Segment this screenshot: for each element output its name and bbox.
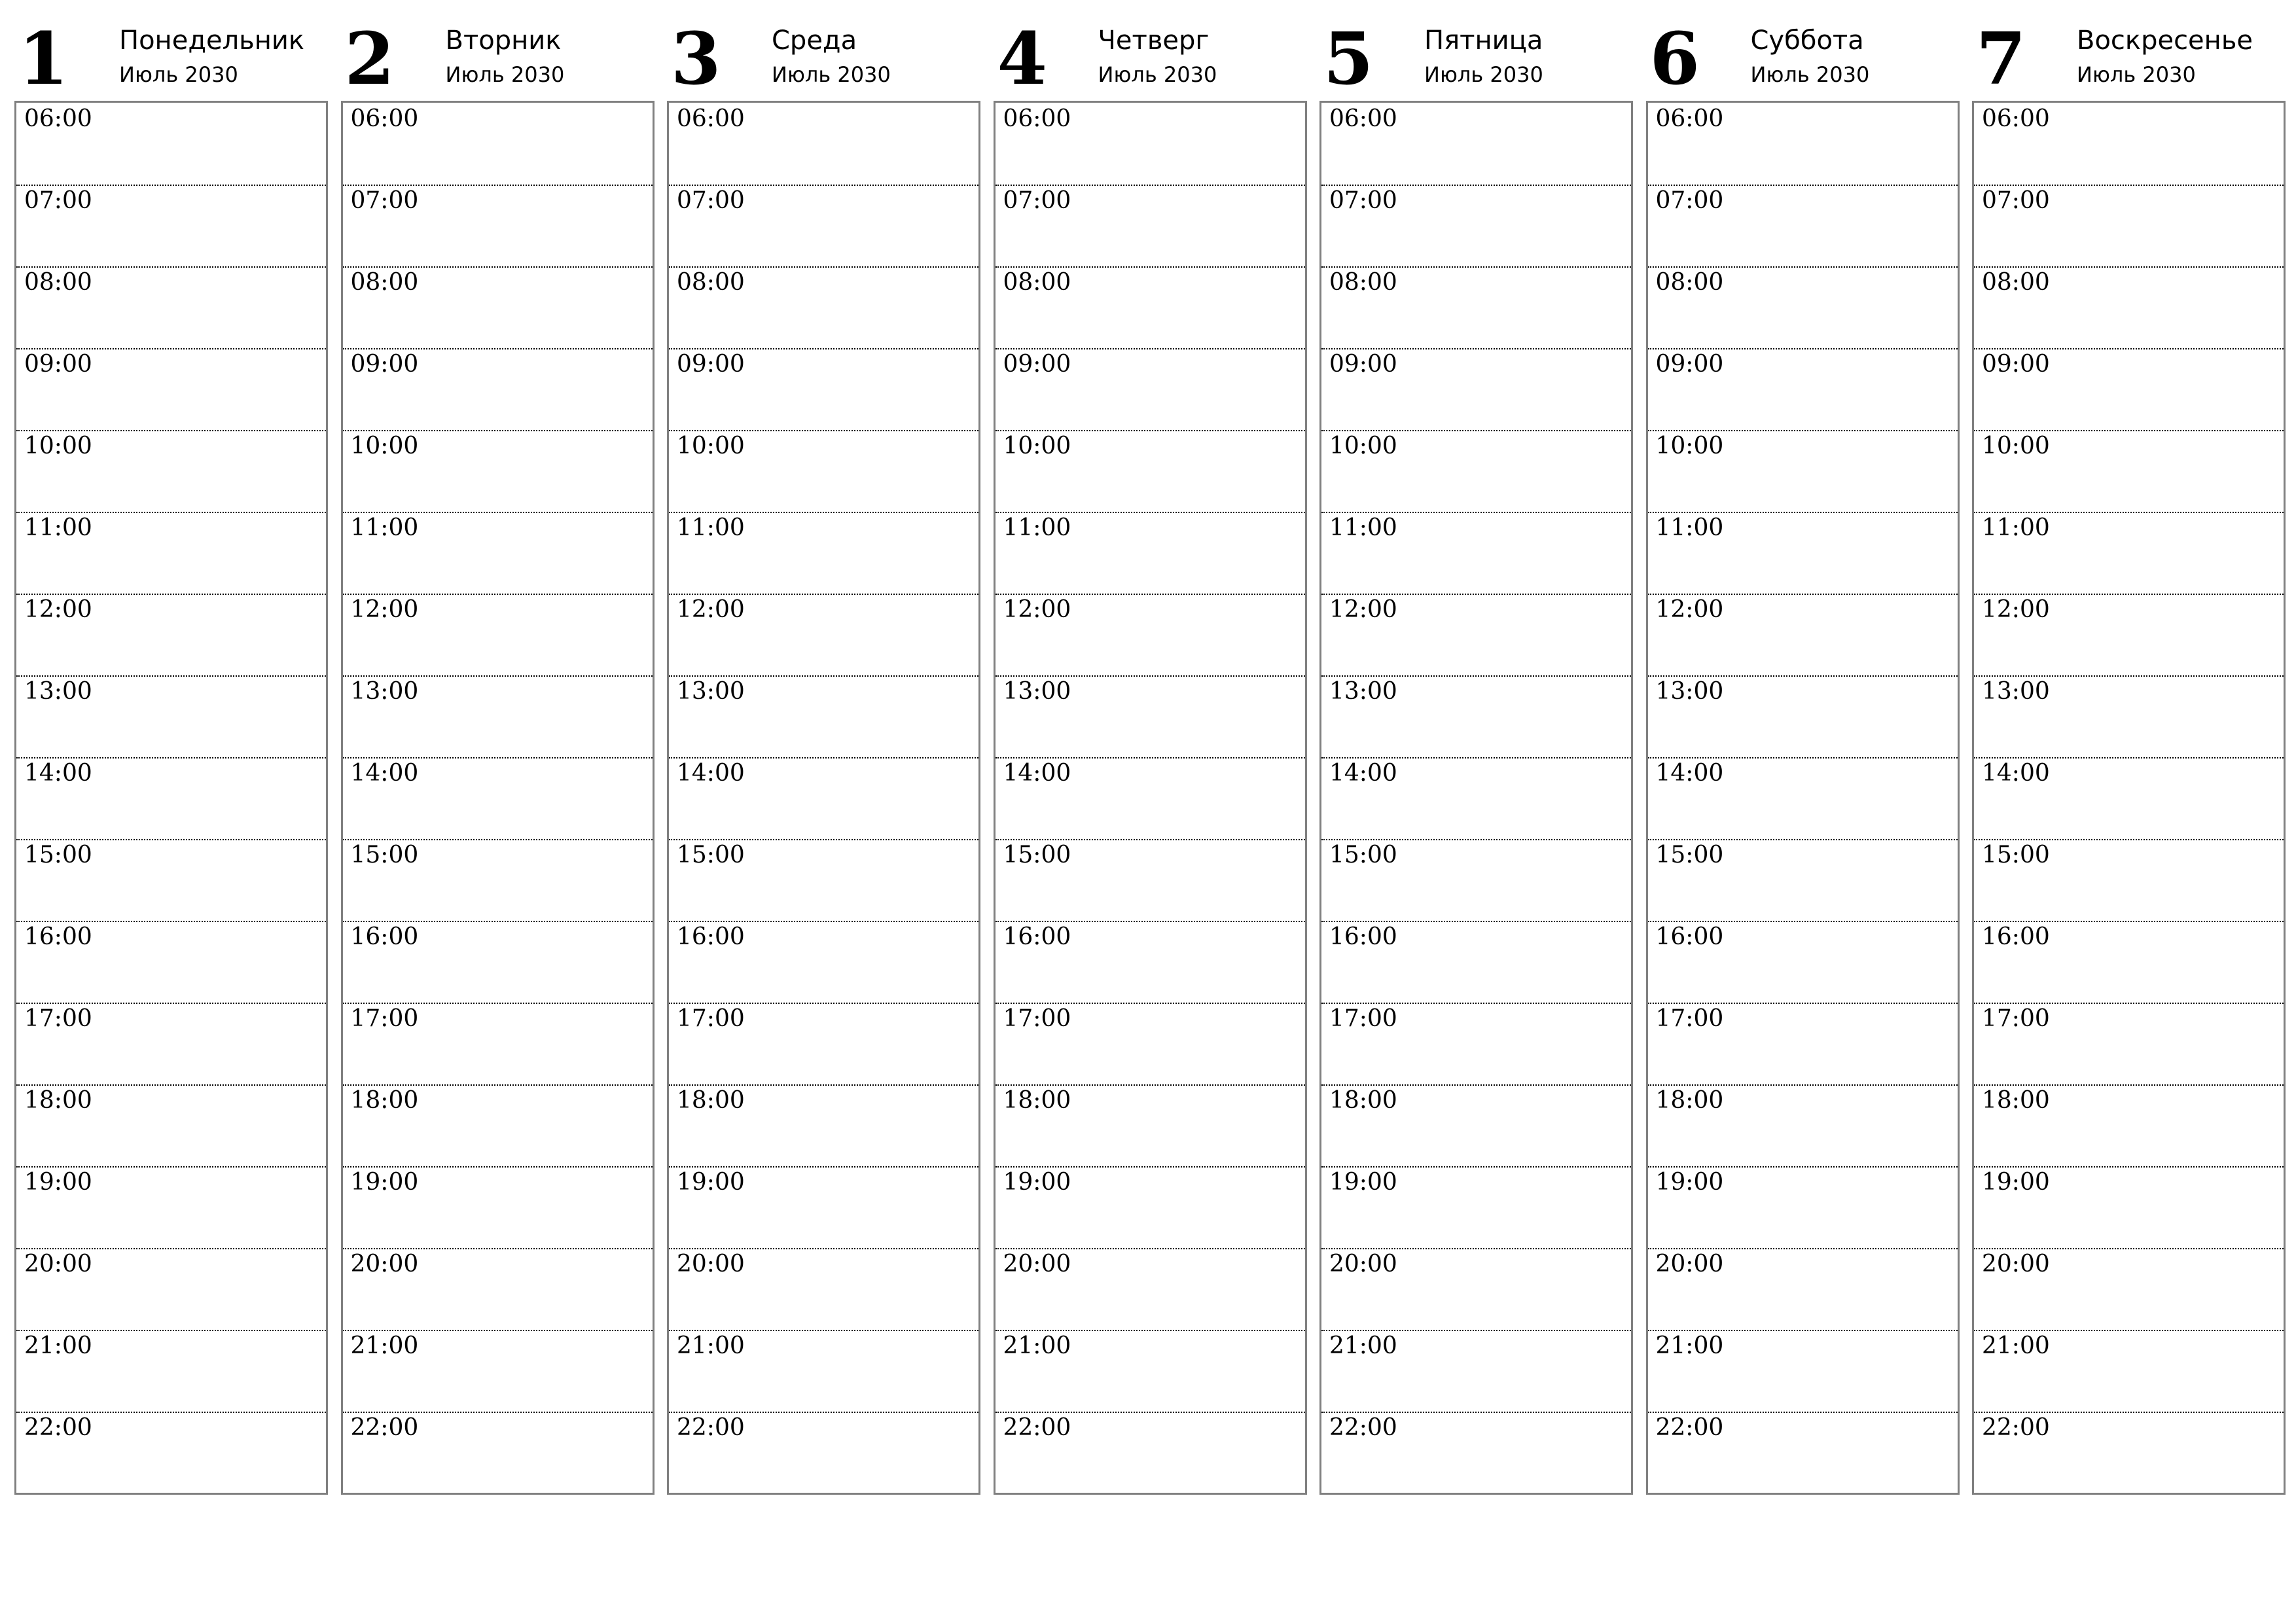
time-label: 10:00	[677, 433, 745, 459]
time-slot[interactable]	[669, 1330, 978, 1413]
time-slot[interactable]	[16, 103, 326, 186]
time-label: 15:00	[677, 842, 745, 868]
time-label: 09:00	[24, 351, 92, 378]
time-label: 08:00	[1982, 269, 2050, 296]
time-label: 20:00	[24, 1251, 92, 1277]
time-label: 13:00	[350, 678, 419, 705]
time-slot[interactable]	[996, 1412, 1305, 1493]
time-slot[interactable]	[669, 103, 978, 186]
time-label: 09:00	[677, 351, 745, 378]
day-schedule-box	[1319, 101, 1633, 1495]
time-slot[interactable]	[343, 1003, 653, 1086]
time-label: 12:00	[1982, 596, 2050, 623]
time-label: 09:00	[350, 351, 419, 378]
time-label: 16:00	[1003, 923, 1071, 950]
time-label: 21:00	[350, 1332, 419, 1359]
time-label: 15:00	[1982, 842, 2050, 868]
time-label: 22:00	[1982, 1414, 2050, 1441]
time-label: 15:00	[24, 842, 92, 868]
time-label: 07:00	[1003, 187, 1071, 214]
time-label: 19:00	[1982, 1169, 2050, 1196]
day-number: 3	[671, 16, 721, 101]
time-label: 16:00	[1655, 923, 1724, 950]
time-slot[interactable]	[1974, 839, 2284, 922]
time-label: 15:00	[1329, 842, 1397, 868]
time-label: 12:00	[1003, 596, 1071, 623]
time-slot[interactable]	[16, 512, 326, 595]
time-slot[interactable]	[343, 594, 653, 677]
time-label: 09:00	[1655, 351, 1724, 378]
time-label: 17:00	[1982, 1005, 2050, 1032]
day-name: Вторник	[445, 26, 562, 56]
time-slot[interactable]	[16, 839, 326, 922]
time-slot[interactable]	[669, 921, 978, 1004]
day-month-year: Июль 2030	[1424, 62, 1543, 87]
day-month-year: Июль 2030	[2077, 62, 2196, 87]
time-slot[interactable]	[343, 675, 653, 758]
time-slot[interactable]	[1648, 103, 1958, 186]
day-month-year: Июль 2030	[1098, 62, 1217, 87]
time-slot[interactable]	[16, 921, 326, 1004]
time-slot[interactable]	[1321, 1248, 1631, 1331]
time-slot[interactable]	[16, 1166, 326, 1249]
time-slot[interactable]	[1648, 1084, 1958, 1168]
time-slot[interactable]	[1321, 594, 1631, 677]
time-slot[interactable]	[1648, 1003, 1958, 1086]
time-label: 08:00	[1329, 269, 1397, 296]
time-label: 18:00	[1982, 1087, 2050, 1114]
day-name: Четверг	[1098, 26, 1210, 56]
time-slot[interactable]	[1974, 1412, 2284, 1493]
time-label: 21:00	[24, 1332, 92, 1359]
time-label: 08:00	[1655, 269, 1724, 296]
time-slot[interactable]	[16, 430, 326, 513]
time-slot[interactable]	[343, 430, 653, 513]
time-slot[interactable]	[343, 1330, 653, 1413]
time-label: 07:00	[1655, 187, 1724, 214]
time-slot[interactable]	[1974, 266, 2284, 349]
time-slot[interactable]	[996, 512, 1305, 595]
day-schedule-box	[667, 101, 980, 1495]
time-slot[interactable]	[16, 1003, 326, 1086]
time-slot[interactable]	[996, 348, 1305, 431]
time-label: 14:00	[24, 760, 92, 787]
time-slot[interactable]	[1648, 757, 1958, 840]
time-label: 22:00	[1329, 1414, 1397, 1441]
time-slot[interactable]	[669, 1084, 978, 1168]
time-label: 10:00	[1982, 433, 2050, 459]
time-slot[interactable]	[16, 266, 326, 349]
time-label: 17:00	[1655, 1005, 1724, 1032]
time-slot[interactable]	[1321, 1084, 1631, 1168]
time-slot[interactable]	[16, 675, 326, 758]
time-slot[interactable]	[343, 1084, 653, 1168]
time-label: 10:00	[1655, 433, 1724, 459]
time-label: 21:00	[1982, 1332, 2050, 1359]
time-label: 11:00	[24, 514, 92, 541]
time-slot[interactable]	[343, 103, 653, 186]
time-slot[interactable]	[1321, 1330, 1631, 1413]
time-slot[interactable]	[16, 1084, 326, 1168]
time-slot[interactable]	[996, 1166, 1305, 1249]
time-label: 11:00	[677, 514, 745, 541]
time-slot[interactable]	[1321, 839, 1631, 922]
time-slot[interactable]	[1321, 185, 1631, 268]
time-label: 06:00	[677, 105, 745, 132]
time-slot[interactable]	[1648, 430, 1958, 513]
day-number: 7	[1976, 16, 2026, 101]
time-slot[interactable]	[1321, 757, 1631, 840]
time-label: 16:00	[677, 923, 745, 950]
time-label: 19:00	[24, 1169, 92, 1196]
time-label: 14:00	[1655, 760, 1724, 787]
day-number: 5	[1323, 16, 1374, 101]
time-slot[interactable]	[996, 757, 1305, 840]
time-label: 13:00	[1329, 678, 1397, 705]
time-slot[interactable]	[996, 675, 1305, 758]
time-slot[interactable]	[343, 348, 653, 431]
time-label: 08:00	[1003, 269, 1071, 296]
day-schedule-box	[1972, 101, 2286, 1495]
time-slot[interactable]	[16, 1330, 326, 1413]
time-slot[interactable]	[343, 839, 653, 922]
time-label: 06:00	[350, 105, 419, 132]
time-slot[interactable]	[16, 1412, 326, 1493]
time-slot[interactable]	[669, 594, 978, 677]
time-slot[interactable]	[1321, 430, 1631, 513]
time-slot[interactable]	[1648, 594, 1958, 677]
time-slot[interactable]	[669, 757, 978, 840]
time-slot[interactable]	[996, 1330, 1305, 1413]
day-name: Воскресенье	[2077, 26, 2253, 56]
time-label: 11:00	[1655, 514, 1724, 541]
time-label: 09:00	[1003, 351, 1071, 378]
time-slot[interactable]	[669, 839, 978, 922]
time-slot[interactable]	[1321, 266, 1631, 349]
time-label: 21:00	[1655, 1332, 1724, 1359]
time-slot[interactable]	[1974, 1003, 2284, 1086]
time-label: 11:00	[1003, 514, 1071, 541]
time-slot[interactable]	[1974, 594, 2284, 677]
time-slot[interactable]	[1321, 1003, 1631, 1086]
time-label: 19:00	[677, 1169, 745, 1196]
time-label: 12:00	[24, 596, 92, 623]
time-slot[interactable]	[343, 266, 653, 349]
time-label: 14:00	[1003, 760, 1071, 787]
time-slot[interactable]	[996, 1084, 1305, 1168]
time-label: 22:00	[1003, 1414, 1071, 1441]
time-label: 18:00	[1329, 1087, 1397, 1114]
time-slot[interactable]	[16, 757, 326, 840]
time-label: 12:00	[1329, 596, 1397, 623]
time-slot[interactable]	[1321, 512, 1631, 595]
time-slot[interactable]	[1974, 675, 2284, 758]
time-label: 19:00	[1655, 1169, 1724, 1196]
time-slot[interactable]	[1974, 430, 2284, 513]
time-label: 12:00	[1655, 596, 1724, 623]
time-label: 14:00	[677, 760, 745, 787]
time-label: 11:00	[1982, 514, 2050, 541]
day-schedule-box	[994, 101, 1307, 1495]
day-number: 6	[1649, 16, 1700, 101]
time-slot[interactable]	[1974, 757, 2284, 840]
time-slot[interactable]	[1648, 266, 1958, 349]
time-label: 10:00	[1329, 433, 1397, 459]
time-slot[interactable]	[996, 103, 1305, 186]
time-slot[interactable]	[669, 185, 978, 268]
time-slot[interactable]	[1974, 1248, 2284, 1331]
day-month-year: Июль 2030	[445, 62, 565, 87]
time-label: 22:00	[350, 1414, 419, 1441]
time-slot[interactable]	[1974, 1166, 2284, 1249]
time-label: 22:00	[24, 1414, 92, 1441]
time-label: 12:00	[677, 596, 745, 623]
time-slot[interactable]	[669, 348, 978, 431]
day-name: Пятница	[1424, 26, 1543, 56]
time-label: 06:00	[1329, 105, 1397, 132]
time-slot[interactable]	[1648, 185, 1958, 268]
time-label: 06:00	[1003, 105, 1071, 132]
time-slot[interactable]	[1974, 1084, 2284, 1168]
time-slot[interactable]	[1321, 921, 1631, 1004]
time-label: 11:00	[350, 514, 419, 541]
time-label: 08:00	[24, 269, 92, 296]
time-slot[interactable]	[1648, 1412, 1958, 1493]
time-label: 19:00	[350, 1169, 419, 1196]
time-slot[interactable]	[669, 430, 978, 513]
time-label: 06:00	[24, 105, 92, 132]
time-label: 18:00	[1003, 1087, 1071, 1114]
time-slot[interactable]	[343, 1412, 653, 1493]
time-slot[interactable]	[669, 1003, 978, 1086]
time-slot[interactable]	[669, 512, 978, 595]
time-slot[interactable]	[996, 594, 1305, 677]
time-slot[interactable]	[1321, 1412, 1631, 1493]
time-slot[interactable]	[1648, 921, 1958, 1004]
time-slot[interactable]	[996, 1003, 1305, 1086]
time-label: 18:00	[350, 1087, 419, 1114]
day-number: 4	[997, 16, 1048, 101]
time-label: 07:00	[1982, 187, 2050, 214]
time-label: 10:00	[1003, 433, 1071, 459]
time-label: 18:00	[1655, 1087, 1724, 1114]
time-slot[interactable]	[1321, 675, 1631, 758]
time-label: 13:00	[24, 678, 92, 705]
time-label: 16:00	[1982, 923, 2050, 950]
time-label: 07:00	[677, 187, 745, 214]
day-month-year: Июль 2030	[1750, 62, 1870, 87]
day-month-year: Июль 2030	[772, 62, 891, 87]
time-label: 09:00	[1982, 351, 2050, 378]
time-label: 09:00	[1329, 351, 1397, 378]
time-slot[interactable]	[1321, 348, 1631, 431]
time-slot[interactable]	[996, 1248, 1305, 1331]
time-slot[interactable]	[669, 1248, 978, 1331]
time-slot[interactable]	[669, 1166, 978, 1249]
day-schedule-box	[14, 101, 328, 1495]
day-name: Суббота	[1750, 26, 1864, 56]
time-slot[interactable]	[1321, 1166, 1631, 1249]
time-slot[interactable]	[343, 921, 653, 1004]
time-label: 16:00	[24, 923, 92, 950]
time-label: 15:00	[350, 842, 419, 868]
time-label: 16:00	[1329, 923, 1397, 950]
time-slot[interactable]	[16, 1248, 326, 1331]
time-label: 20:00	[1655, 1251, 1724, 1277]
time-label: 08:00	[677, 269, 745, 296]
time-slot[interactable]	[996, 266, 1305, 349]
time-label: 18:00	[24, 1087, 92, 1114]
time-label: 07:00	[350, 187, 419, 214]
time-label: 20:00	[677, 1251, 745, 1277]
time-label: 13:00	[1003, 678, 1071, 705]
time-label: 17:00	[1003, 1005, 1071, 1032]
time-label: 20:00	[1982, 1251, 2050, 1277]
time-label: 22:00	[1655, 1414, 1724, 1441]
time-label: 14:00	[1982, 760, 2050, 787]
time-slot[interactable]	[1974, 348, 2284, 431]
time-label: 19:00	[1329, 1169, 1397, 1196]
time-label: 15:00	[1655, 842, 1724, 868]
time-label: 17:00	[24, 1005, 92, 1032]
time-label: 11:00	[1329, 514, 1397, 541]
time-label: 20:00	[1003, 1251, 1071, 1277]
time-slot[interactable]	[343, 185, 653, 268]
day-schedule-box	[341, 101, 655, 1495]
day-name: Среда	[772, 26, 857, 56]
time-slot[interactable]	[16, 594, 326, 677]
time-slot[interactable]	[1648, 839, 1958, 922]
time-label: 13:00	[1982, 678, 2050, 705]
time-slot[interactable]	[1974, 185, 2284, 268]
time-slot[interactable]	[1974, 103, 2284, 186]
time-slot[interactable]	[1648, 1166, 1958, 1249]
time-label: 12:00	[350, 596, 419, 623]
time-slot[interactable]	[1648, 1248, 1958, 1331]
time-slot[interactable]	[1321, 103, 1631, 186]
time-label: 16:00	[350, 923, 419, 950]
time-slot[interactable]	[1648, 1330, 1958, 1413]
time-label: 21:00	[1329, 1332, 1397, 1359]
time-label: 13:00	[1655, 678, 1724, 705]
day-schedule-box	[1646, 101, 1960, 1495]
time-label: 22:00	[677, 1414, 745, 1441]
time-slot[interactable]	[16, 348, 326, 431]
day-month-year: Июль 2030	[119, 62, 238, 87]
time-slot[interactable]	[669, 675, 978, 758]
time-label: 14:00	[1329, 760, 1397, 787]
time-slot[interactable]	[1648, 512, 1958, 595]
time-label: 17:00	[350, 1005, 419, 1032]
time-slot[interactable]	[996, 839, 1305, 922]
time-label: 08:00	[350, 269, 419, 296]
time-label: 20:00	[350, 1251, 419, 1277]
time-slot[interactable]	[343, 512, 653, 595]
time-label: 13:00	[677, 678, 745, 705]
day-name: Понедельник	[119, 26, 305, 56]
time-label: 17:00	[677, 1005, 745, 1032]
day-number: 2	[344, 16, 395, 101]
time-slot[interactable]	[669, 266, 978, 349]
time-slot[interactable]	[1974, 1330, 2284, 1413]
time-label: 14:00	[350, 760, 419, 787]
time-label: 20:00	[1329, 1251, 1397, 1277]
day-number: 1	[18, 16, 69, 101]
time-label: 06:00	[1655, 105, 1724, 132]
time-slot[interactable]	[16, 185, 326, 268]
time-slot[interactable]	[996, 430, 1305, 513]
time-label: 21:00	[677, 1332, 745, 1359]
time-label: 15:00	[1003, 842, 1071, 868]
time-label: 07:00	[24, 187, 92, 214]
time-label: 06:00	[1982, 105, 2050, 132]
time-label: 10:00	[24, 433, 92, 459]
time-slot[interactable]	[343, 1248, 653, 1331]
time-label: 07:00	[1329, 187, 1397, 214]
time-slot[interactable]	[669, 1412, 978, 1493]
time-slot[interactable]	[1974, 921, 2284, 1004]
time-slot[interactable]	[343, 1166, 653, 1249]
time-label: 21:00	[1003, 1332, 1071, 1359]
time-label: 17:00	[1329, 1005, 1397, 1032]
time-slot[interactable]	[343, 757, 653, 840]
time-label: 19:00	[1003, 1169, 1071, 1196]
time-label: 18:00	[677, 1087, 745, 1114]
time-slot[interactable]	[996, 921, 1305, 1004]
time-slot[interactable]	[1648, 348, 1958, 431]
time-slot[interactable]	[1974, 512, 2284, 595]
time-slot[interactable]	[1648, 675, 1958, 758]
time-slot[interactable]	[996, 185, 1305, 268]
time-label: 10:00	[350, 433, 419, 459]
